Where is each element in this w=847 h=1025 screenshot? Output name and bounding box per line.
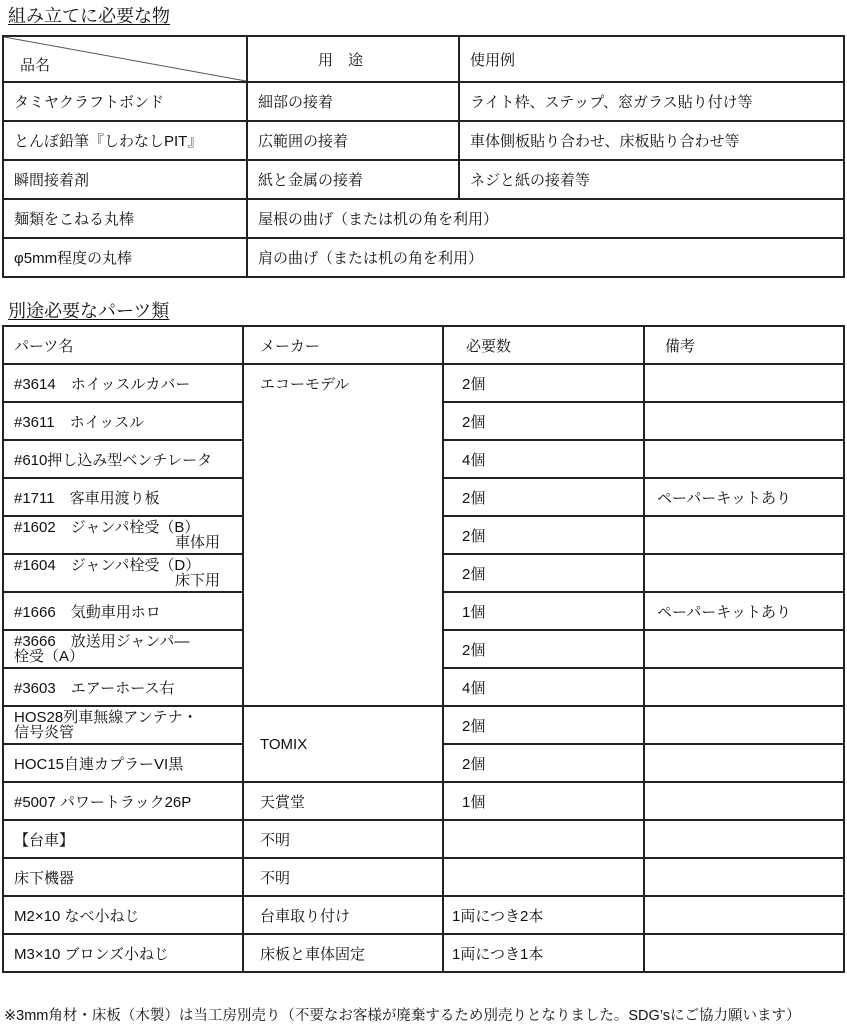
quantity-cell: 2個 [443,630,644,668]
quantity-cell: 1個 [443,782,644,820]
part-name [3,516,243,554]
quantity-cell: 2個 [443,744,644,782]
quantity-cell: 2個 [443,516,644,554]
part-name: 【台車】 [3,820,243,858]
quantity-cell [443,858,644,896]
table-row [3,199,844,238]
quantity-cell: 2個 [443,478,644,516]
part-name: #5007 パワートラック26P [3,782,243,820]
remarks-cell [644,706,844,744]
maker-cell: 台車取り付け [243,896,443,934]
maker-cell: 天賞堂 [243,782,443,820]
footnote: ※3mm角材・床板（木製）は当工房別売り（不要なお客様が廃棄するため別売りとなりました。SDG’sにご協力願います） [4,1008,801,1024]
remarks-cell [644,440,844,478]
remarks-cell [644,516,844,554]
part-name [3,706,243,744]
part-name: M2×10 なべ小ねじ [3,896,243,934]
remarks-cell [644,630,844,668]
quantity-cell: 2個 [443,554,644,592]
part-name-line2: 床下用 [174,572,220,589]
item-usage: 細部の接着 [247,82,459,121]
remarks-cell [644,364,844,402]
quantity-cell: 2個 [443,402,644,440]
maker-cell: TOMIX [243,706,443,782]
remarks-cell [644,934,844,972]
header-maker: メーカー [243,326,443,364]
section-title-required-items: 組み立てに必要な物 [8,6,170,26]
table-row [3,238,844,277]
remarks-cell [644,744,844,782]
part-name-line1: HOS28列車無線アンテナ・ [14,709,198,726]
part-name [3,630,243,668]
item-name: 瞬間接着剤 [3,160,247,199]
quantity-cell: 1両につき1本 [443,934,644,972]
part-name: M3×10 ブロンズ小ねじ [3,934,243,972]
part-name: #1666 気動車用ホロ [3,592,243,630]
remarks-cell [644,782,844,820]
parts-table [2,325,845,973]
part-name: #610押し込み型ベンチレータ [3,440,243,478]
item-example: 車体側板貼り合わせ、床板貼り合わせ等 [459,121,844,160]
maker-cell: 不明 [243,820,443,858]
section-title-separate-parts: 別途必要なパーツ類 [8,301,170,321]
part-name-line2: 栓受（A） [14,648,85,665]
part-name-line1: #3666 放送用ジャンパ― [14,633,190,650]
quantity-cell: 1両につき2本 [443,896,644,934]
item-usage: 紙と金属の接着 [247,160,459,199]
item-usage: 肩の曲げ（または机の角を利用） [247,238,844,277]
diagonal-line [4,37,246,81]
part-name-line1: #1602 ジャンパ栓受（B） [14,519,200,536]
remarks-cell [644,896,844,934]
item-name: タミヤクラフトボンド [3,82,247,121]
item-name: とんぼ鉛筆『しわなしPIT』 [3,121,247,160]
item-example: ライト枠、ステップ、窓ガラス貼り付け等 [459,82,844,121]
table-row [3,160,844,199]
required-items-table [2,35,845,278]
maker-cell: 床板と車体固定 [243,934,443,972]
table-header-row [3,326,844,364]
table-row [3,820,844,858]
table-row [3,934,844,972]
table-row [3,858,844,896]
remarks-cell [644,820,844,858]
header-label: 品名 [20,57,51,74]
maker-cell: 不明 [243,858,443,896]
table-row [3,782,844,820]
header-part-name: パーツ名 [3,326,243,364]
quantity-cell: 4個 [443,440,644,478]
header-example: 使用例 [459,36,844,82]
table-row [3,121,844,160]
remarks-cell [644,402,844,440]
quantity-cell: 2個 [443,364,644,402]
table-row [3,82,844,121]
remarks-cell [644,554,844,592]
table-row [3,706,844,744]
remarks-cell [644,668,844,706]
header-remarks: 備考 [644,326,844,364]
table-row [3,896,844,934]
part-name: #1711 客車用渡り板 [3,478,243,516]
quantity-cell: 1個 [443,592,644,630]
quantity-cell: 2個 [443,706,644,744]
part-name-line2: 車体用 [174,534,220,551]
table-header-row [3,36,844,82]
item-usage: 屋根の曲げ（または机の角を利用） [247,199,844,238]
header-item-name [3,36,247,82]
remarks-cell [644,858,844,896]
remarks-cell: ペーパーキットあり [644,592,844,630]
item-name: 麺類をこねる丸棒 [3,199,247,238]
item-name: φ5mm程度の丸棒 [3,238,247,277]
table-row [3,364,844,402]
header-usage: 用 途 [247,36,459,82]
part-name: HOC15自連カプラーVI黒 [3,744,243,782]
quantity-cell: 4個 [443,668,644,706]
part-name: #3611 ホイッスル [3,402,243,440]
part-name: 床下機器 [3,858,243,896]
remarks-cell: ペーパーキットあり [644,478,844,516]
item-usage: 広範囲の接着 [247,121,459,160]
part-name-line2: 信号炎管 [14,724,75,741]
part-name [3,554,243,592]
header-quantity: 必要数 [443,326,644,364]
quantity-cell [443,820,644,858]
part-name: #3603 エアーホース右 [3,668,243,706]
item-example: ネジと紙の接着等 [459,160,844,199]
part-name-line1: #1604 ジャンパ栓受（D） [14,557,201,574]
maker-cell: エコーモデル [243,364,443,706]
part-name: #3614 ホイッスルカバー [3,364,243,402]
